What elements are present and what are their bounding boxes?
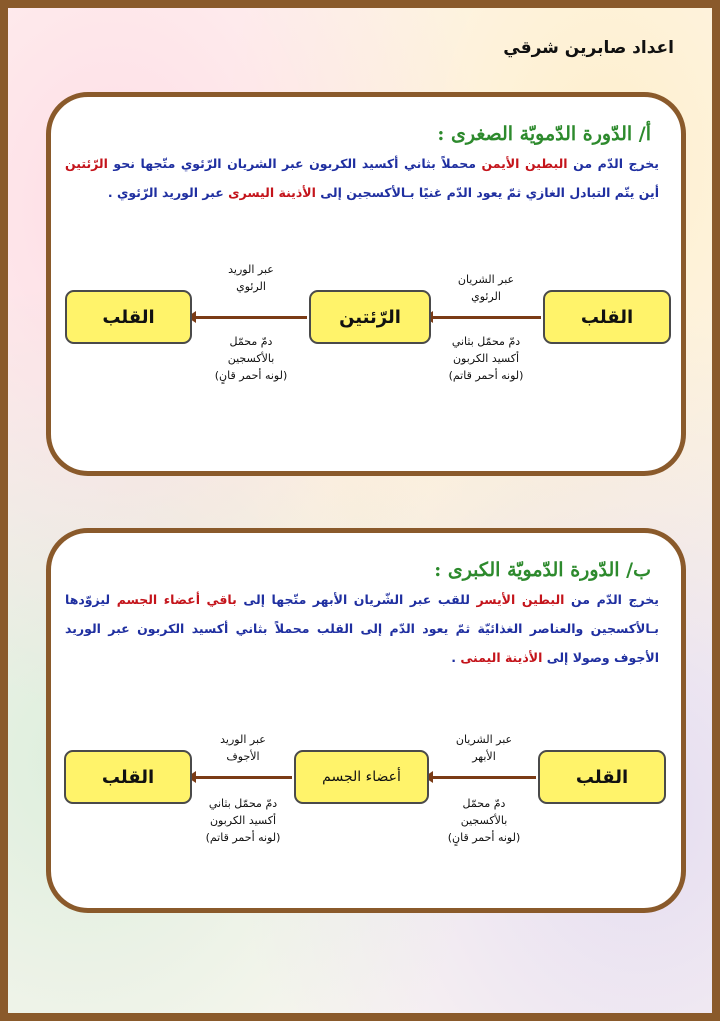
paragraph-text: محملاً بثاني أكسيد الكربون عبر الشريان الرّئوي متّجها نحو bbox=[107, 156, 482, 171]
paragraph-text: للقب عبر الشّريان الأبهر متّجها إلى bbox=[236, 592, 477, 607]
paragraph-text: أين يتّم التبادل الغازي ثمّ يعود الدّم غنيًا بـالأكسجين إلى bbox=[315, 185, 659, 200]
section-paragraph bbox=[65, 585, 659, 672]
paragraph-text: يخرج الدّم من bbox=[567, 156, 660, 171]
label-line: (لونه أحمر قانٍ) bbox=[447, 831, 521, 844]
arrow-label-top bbox=[201, 261, 301, 295]
paragraph-text: عبر الوريد الرّئوي . bbox=[107, 185, 229, 200]
arrow-heart-to-lungs bbox=[431, 316, 541, 319]
label-line: بالأكسجين bbox=[227, 352, 275, 365]
label-line: (لونه أحمر قانٍ) bbox=[214, 369, 288, 382]
heart-start-box: القلب bbox=[543, 290, 671, 344]
label-line: عبر الوريد bbox=[228, 263, 274, 276]
label-line: (لونه أحمر قاتم) bbox=[448, 369, 524, 382]
arrow-lungs-to-heart bbox=[194, 316, 307, 319]
systemic-circulation-card bbox=[46, 528, 686, 913]
label-line: دمّ محمّل بثاني bbox=[451, 335, 521, 348]
label-line: الرئوي bbox=[236, 280, 266, 293]
arrow-label-top bbox=[434, 731, 534, 765]
label-line: أكسيد الكربون bbox=[452, 352, 520, 365]
pulmonary-circulation-card bbox=[46, 92, 686, 476]
label-line: دمّ محمّل bbox=[462, 797, 506, 810]
label-line: عبر الوريد bbox=[220, 733, 266, 746]
label-line: الأجوف bbox=[226, 750, 260, 763]
label-line: دمّ محمّل bbox=[229, 335, 273, 348]
highlighted-term: البطين الأيمن bbox=[481, 156, 568, 171]
section-title: أ/ الدّورة الدّمويّة الصغرى : bbox=[437, 123, 651, 145]
paragraph-text: يخرج الدّم من bbox=[564, 592, 659, 607]
label-line: الرئوي bbox=[471, 290, 501, 303]
arrow-label-bottom bbox=[424, 795, 544, 846]
label-line: (لونه أحمر قاتم) bbox=[205, 831, 281, 844]
section-paragraph bbox=[65, 149, 659, 207]
heart-start-box: القلب bbox=[538, 750, 666, 804]
heart-end-box: القلب bbox=[65, 290, 192, 344]
highlighted-term: الرّئتين bbox=[65, 156, 108, 171]
heart-end-box: القلب bbox=[64, 750, 192, 804]
section-title: ب/ الدّورة الدّمويّة الكبرى : bbox=[434, 559, 651, 581]
body-organs-box: أعضاء الجسم bbox=[294, 750, 429, 804]
paragraph-text: ليزوّدها بـالأكسجين والعناصر الغذائيّة ثمّ يعود الدّم إلى القلب محملاً بثاني أكسيد الكربون عبر الوريد الأجوف وصولا إلى bbox=[65, 592, 659, 665]
label-line: أكسيد الكربون bbox=[209, 814, 277, 827]
highlighted-term: باقي أعضاء الجسم bbox=[116, 592, 237, 607]
lungs-box: الرّئتين bbox=[309, 290, 431, 344]
arrow-heart-to-body bbox=[431, 776, 536, 779]
arrow-label-top bbox=[436, 271, 536, 305]
author-credit: اعداد صابرين شرقي bbox=[503, 38, 674, 58]
highlighted-term: الأذينة اليمنى bbox=[460, 650, 543, 665]
label-line: دمّ محمّل بثاني bbox=[208, 797, 278, 810]
highlighted-term: الأذينة اليسرى bbox=[228, 185, 316, 200]
label-line: بالأكسجين bbox=[460, 814, 508, 827]
highlighted-term: البطين الأيسر bbox=[476, 592, 565, 607]
label-line: عبر الشريان bbox=[455, 733, 513, 746]
arrow-label-top bbox=[193, 731, 293, 765]
label-line: عبر الشريان bbox=[457, 273, 515, 286]
label-line: الأبهر bbox=[472, 750, 496, 763]
arrow-label-bottom bbox=[191, 333, 311, 384]
arrow-label-bottom bbox=[183, 795, 303, 846]
arrow-label-bottom bbox=[426, 333, 546, 384]
arrow-body-to-heart bbox=[194, 776, 292, 779]
paragraph-text: . bbox=[451, 650, 461, 665]
